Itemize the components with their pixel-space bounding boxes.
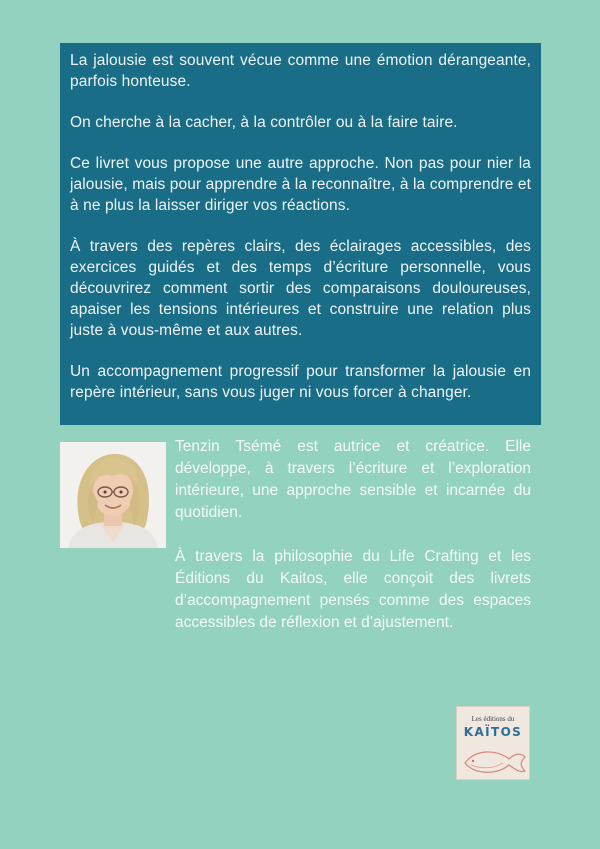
publisher-logo [456,706,530,780]
description-paragraph-4: À travers des repères clairs, des éclairages accessibles, des exercices guidés et des temps d’écriture personnelle, vous découvrirez comment sortir des comparaisons douloureuses, apaiser les tensions intérieures et construire une relation plus juste à vous-même et aux autres. [70,238,531,339]
description-paragraph-1: La jalousie est souvent vécue comme une émotion dérangeante, parfois honteuse. [70,52,531,90]
author-bio [175,436,531,656]
author-photo [60,442,166,548]
bio-paragraph-1: Tenzin Tsémé est autrice et créatrice. Elle développe, à travers l’écriture et l’exploration intérieure, une approche sensible et incarnée du quotidien. [175,438,531,521]
description-paragraph-2: On cherche à la cacher, à la contrôler ou à la faire taire. [70,114,458,131]
fish-icon [457,741,530,780]
description-paragraph-3: Ce livret vous propose une autre approche. Non pas pour nier la jalousie, mais pour apprendre à la reconnaître, à la comprendre et à ne plus la laisser diriger vos réactions. [70,155,531,214]
bio-paragraph-2: À travers la philosophie du Life Crafting et les Éditions du Kaitos, elle conçoit des livrets d’accompagnement pensés comme des espaces accessibles de réflexion et d’ajustement. [175,548,531,631]
description-box [60,43,541,425]
description-paragraph-5: Un accompagnement progressif pour transformer la jalousie en repère intérieur, sans vous juger ni vous forcer à changer. [70,363,531,401]
logo-subtitle: Les éditions du [471,715,515,723]
logo-title: KAÏTOS [463,725,523,739]
